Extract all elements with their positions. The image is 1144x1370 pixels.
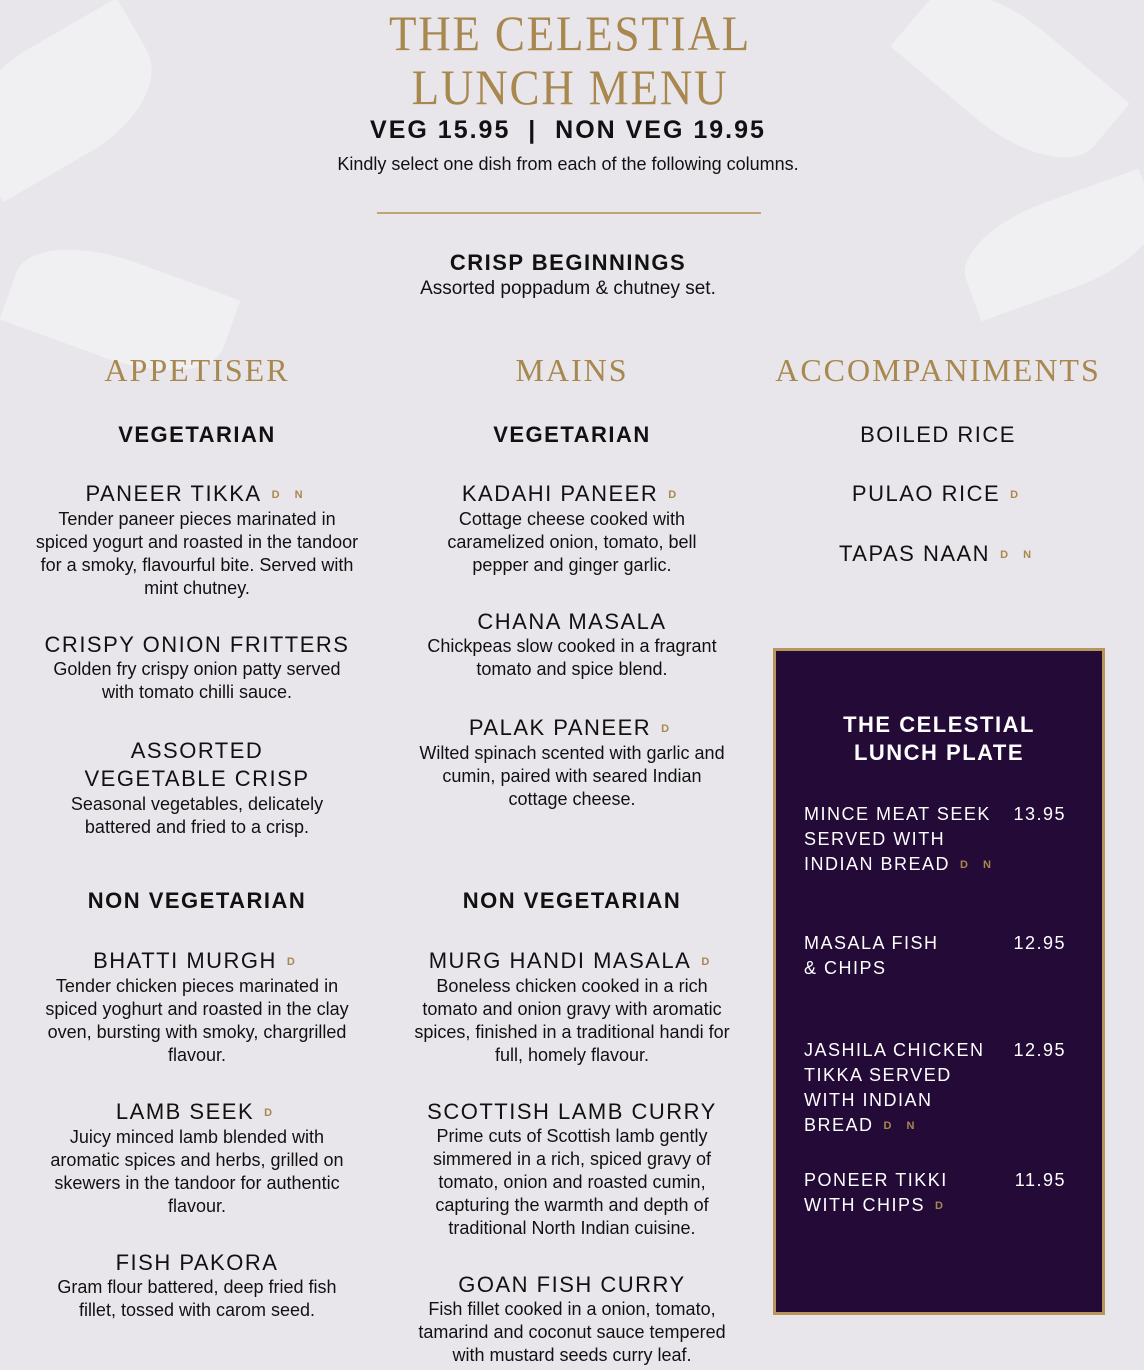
instruction: Kindly select one dish from each of the following columns. (337, 154, 799, 174)
heading-mains: MAINS (515, 352, 629, 388)
heading-accompaniments: ACCOMPANIMENTS (775, 352, 1101, 388)
menu-item: BOILED RICE (860, 422, 1016, 447)
leaf-decoration (890, 0, 1129, 188)
starter-title: CRISP BEGINNINGS (449, 250, 687, 275)
lunch-plate-box (773, 648, 1105, 1315)
plate-item: MASALA FISH & CHIPS 12.95 (804, 933, 1066, 978)
leaf-decoration (0, 0, 177, 202)
appetiser-nonveg-label: NON VEGETARIAN (87, 888, 307, 913)
plate-item: PONEER TIKKI WITH CHIPS D 11.95 (804, 1170, 1066, 1215)
leaf-decoration (951, 169, 1144, 322)
menu-item: LAMB SEEK D Juicy minced lamb blended with aromatic spices and herbs, grilled on skewers in the tandoor for authentic flavour. (50, 1099, 344, 1217)
menu-item: PANEER TIKKA D N Tender paneer pieces marinated in spiced yogurt and roasted in the tandoor for a smoky, flavourful bite. Served with mint chutney. (35, 481, 359, 599)
menu-item: BHATTI MURGH D Tender chicken pieces marinated in spiced yoghurt and roasted in the clay oven, bursting with smoky, chargrilled flavour. (45, 948, 349, 1066)
menu-item: CHANA MASALA Chickpeas slow cooked in a fragrant tomato and spice blend. (427, 609, 717, 679)
heading-appetiser: APPETISER (104, 352, 290, 388)
menu-item: TAPAS NAAN D N (838, 541, 1038, 566)
plate-item: JASHILA CHICKEN TIKKA SERVED WITH INDIAN BREAD D N 12.95 (804, 1040, 1066, 1135)
plate-item: MINCE MEAT SEEK SERVED WITH INDIAN BREAD D N 13.95 (804, 804, 1066, 874)
menu-item: KADAHI PANEER D Cottage cheese cooked with caramelized onion, tomato, bell pepper and ginger garlic. (447, 481, 697, 576)
divider (377, 212, 761, 214)
menu-title: THE CELESTIAL LUNCH MENU (388, 5, 752, 115)
menu-item: CRISPY ONION FRITTERS Golden fry crispy onion patty served with tomato chilli sauce. (44, 632, 350, 702)
mains-nonveg-label: NON VEGETARIAN (462, 888, 682, 913)
menu-item: GOAN FISH CURRY Fish fillet cooked in a onion, tomato, tamarind and coconut sauce tempered with mustard seeds curry leaf. (418, 1272, 726, 1365)
menu-item: MURG HANDI MASALA D Boneless chicken cooked in a rich tomato and onion gravy with aromatic spices, finished in a traditional handi for full, homely flavour. (414, 948, 730, 1066)
menu-item: PULAO RICE D (851, 481, 1025, 506)
appetiser-veg-label: VEGETARIAN (118, 422, 276, 447)
menu-item: FISH PAKORA Gram flour battered, deep fried fish fillet, tossed with carom seed. (57, 1250, 337, 1320)
menu-item: ASSORTED VEGETABLE CRISP Seasonal vegetables, delicately battered and fried to a crisp. (70, 738, 324, 837)
menu-item: SCOTTISH LAMB CURRY Prime cuts of Scottish lamb gently simmered in a rich, spiced gravy of tomato, onion and roasted cumin, capturing the warmth and depth of traditional North Indian cuisine. (427, 1099, 717, 1238)
starter-desc: Assorted poppadum & chutney set. (420, 278, 716, 299)
lunch-plate-title: THE CELESTIAL LUNCH PLATE (843, 712, 1035, 765)
menu-item: PALAK PANEER D Wilted spinach scented with garlic and cumin, paired with seared Indian cottage cheese. (419, 715, 725, 810)
set-prices: VEG 15.95 | NON VEG 19.95 (370, 116, 766, 144)
mains-veg-label: VEGETARIAN (493, 422, 651, 447)
